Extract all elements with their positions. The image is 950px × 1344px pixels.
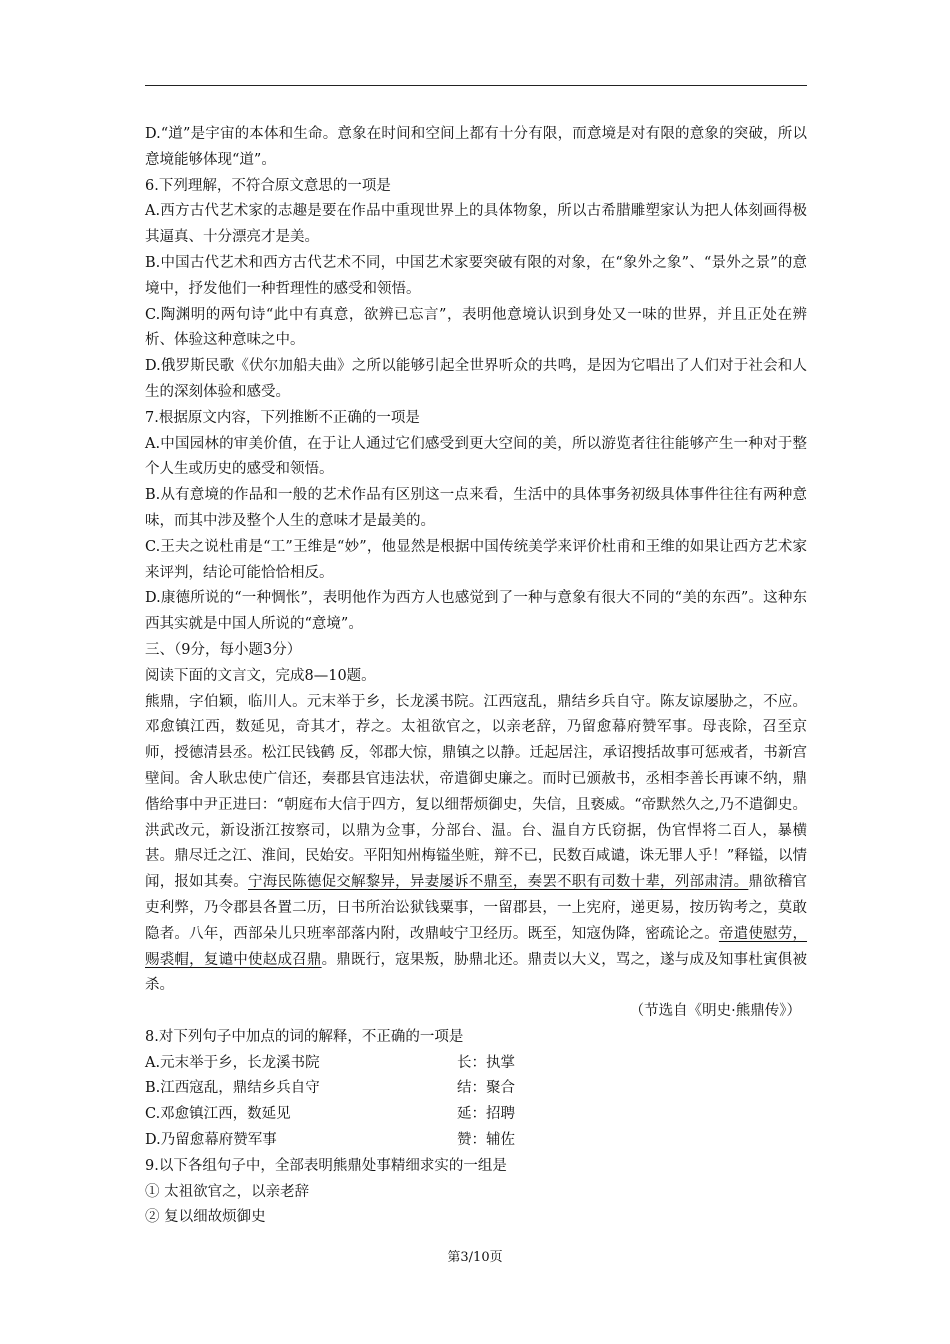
- page-content: [145, 122, 807, 1231]
- q7-option-b: B.从有意境的作品和一般的艺术作品有区别这一点来看，生活中的具体事务初级具体事件往往有两种意味，而其中涉及整个人生的意味才是最美的。: [145, 487, 807, 529]
- reading-instruction: 阅读下面的文言文，完成8—10题。: [145, 667, 376, 684]
- page-number: 第3/10页: [447, 1250, 503, 1265]
- q8-option-b-gloss: 结：聚合: [457, 1080, 515, 1097]
- q7-option-a: A.中国园林的审美价值，在于让人通过它们感受到更大空间的美，所以游览者往往能够产生一种对于整个人生或历史的感受和领悟。: [145, 435, 807, 478]
- passage-part-3: 。鼎既行，寇果叛，胁鼎北还。鼎责以大义，骂之，遂与成及知事杜寅俱被杀。: [145, 951, 807, 994]
- q7-stem: 7.根据原文内容，下列推断不正确的一项是: [145, 409, 420, 426]
- q6-option-c: C.陶渊明的两句诗“此中有真意，欲辨已忘言”，表明他意境认识到身处又一味的世界，并且正处在辨析、体验这种意味之中。: [145, 306, 807, 349]
- q5-option-d: D.“道”是宇宙的本体和生命。意象在时间和空间上都有十分有限，而意境是对有限的意象的突破，所以意境能够体现“道”。: [145, 126, 807, 168]
- q8-option-c-gloss: 延：招聘: [457, 1106, 515, 1123]
- q8-option-a-gloss: 长：执掌: [457, 1054, 515, 1071]
- q8-option-a: [145, 1051, 807, 1077]
- passage-source: （节选自《明史·熊鼎传》）: [629, 1003, 801, 1020]
- q9-item-2: ② 复以细故烦御史: [145, 1209, 266, 1226]
- q8-option-c-sentence: C.邓愈镇江西，数延见: [145, 1106, 291, 1123]
- q7-option-d: D.康德所说的“一种惆怅”，表明他作为西方人也感觉到了一种与意象有很大不同的“美的东西”。这种东西其实就是中国人所说的“意境”。: [145, 590, 807, 633]
- q8-option-d-gloss: 赞：辅佐: [457, 1132, 515, 1149]
- q6-option-d: D.俄罗斯民歌《伏尔加船夫曲》之所以能够引起全世界听众的共鸣，是因为它唱出了人们对于社会和人生的深刻体验和感受。: [145, 358, 807, 400]
- q6-option-a: A.西方古代艺术家的志趣是要在作品中重现世界上的具体物象，所以古希腊雕塑家认为把人体刻画得极其逼真、十分漂亮才是美。: [145, 203, 807, 246]
- q8-stem: 8.对下列句子中加点的词的解释，不正确的一项是: [145, 1028, 464, 1045]
- q8-option-b: [145, 1076, 807, 1102]
- passage-underlined-1: 宁海民陈德促交解黎异，异妻屡诉不鼎至，奏罢不职有司数十辈，列部肃清。: [248, 874, 749, 891]
- passage-part-1: 熊鼎，字伯颖，临川人。元末举于乡，长龙溪书院。江西寇乱，鼎结乡兵自守。陈友谅屡胁之，不应。邓愈镇江西，数延见，奇其才，荐之。太祖欲官之，以亲老辞，乃留愈幕府赞军事。母丧除，召至京师，授德清县丞。松江民钱鹤 反，邻郡大惊，鼎镇之以静。迁起居注，承诏搜括故事可惩戒者，书新宫壁间。舍人耿忠使广信还，奏郡县官违法状，帝遣御史廉之。而时已颁赦书，丞相李善长再谏不纳，鼎偕给事中尹正进曰：“朝庭布大信于四方，复以细帮烦御史，失信，且亵威。“帝默然久之,乃不遣御史。洪武改元，新设浙江按察司，以鼎为佥事，分部台、温。台、温自方氏窃据，伪官悍将二百人，暴横甚。鼎尽迁之江、淮间，民始安。平阳知州梅镒坐赃，辩不已，民数百咸谴，诛无罪人乎！”释镒，以情闻，报如其奏。: [145, 693, 807, 891]
- passage-part-2: 鼎欲稽官吏利弊，乃令郡县各置二历，日书所治讼狱钱粟事，一留郡县，一上宪府，递更易，按历钩考之，莫敢隐者。八年，西部朵儿只班率部落内附，改鼎岐宁卫经历。既至，知寇伪降，密疏论之。: [145, 874, 808, 942]
- q8-option-c: [145, 1102, 807, 1128]
- header-rule: [145, 85, 807, 86]
- q8-option-d-sentence: D.乃留愈幕府赞军事: [145, 1132, 277, 1149]
- q8-option-a-sentence: A.元末举于乡，长龙溪书院: [145, 1054, 320, 1071]
- q7-option-c: C.王夫之说杜甫是“工”王维是“妙”，他显然是根据中国传统美学来评价杜甫和王维的如果让西方艺术家来评判，结论可能恰恰相反。: [145, 538, 807, 581]
- q9-stem: 9.以下各组句子中，全部表明熊鼎处事精细求实的一组是: [145, 1157, 507, 1174]
- q6-option-b: B.中国古代艺术和西方古代艺术不同，中国艺术家要突破有限的对象，在“象外之象”、“景外之景”的意境中，抒发他们一种哲理性的感受和领悟。: [145, 254, 807, 297]
- passage-underlined-2: 帝遣使慰劳，赐裘帽，复谴中使赵成召鼎: [145, 925, 808, 968]
- q8-option-b-sentence: B.江西寇乱，鼎结乡兵自守: [145, 1080, 320, 1097]
- classical-passage: [145, 690, 807, 1000]
- q6-stem: 6.下列理解，不符合原文意思的一项是: [145, 177, 391, 194]
- section-three-heading: 三、（9分，每小题3分）: [145, 641, 302, 658]
- q8-option-d: [145, 1128, 807, 1154]
- q9-item-1: ① 太祖欲官之，以亲老辞: [145, 1183, 310, 1200]
